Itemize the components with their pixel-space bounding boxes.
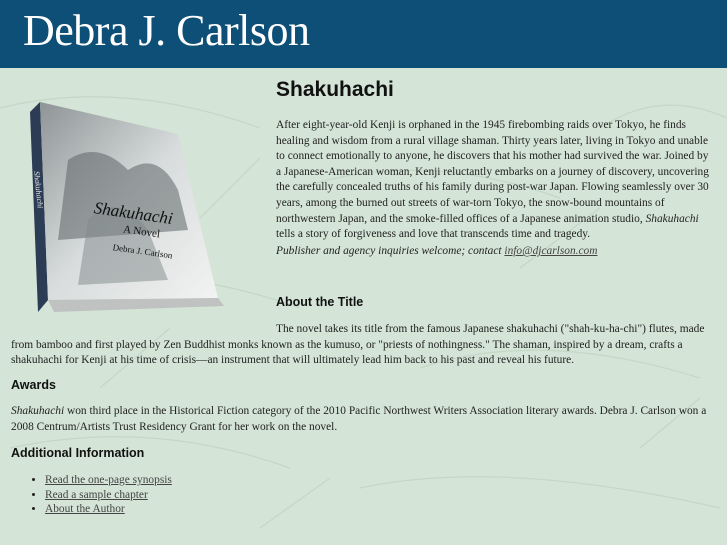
summary-text-end: tells a story of forgiveness and love that transcends time and tragedy. (276, 228, 591, 241)
contact-email-link[interactable]: info@djcarlson.com (504, 245, 598, 257)
list-item (45, 502, 172, 517)
about-title-text: The novel takes its title from the famous Japanese shakuhachi ("shah-ku-ha-chi") flutes, made from bamboo and first played by Zen Buddhist monks known as the kumuso, or "priests of nothingness." The shaman, inspired by a dream, crafts a shakuhachi for Kenji at his time of crisis—an instrument that will ultimately lead him back to his past and reveal his future. (11, 323, 705, 367)
awards-book-title: Shakuhachi (11, 405, 65, 417)
awards-detail: won third place in the Historical Fiction category of the 2010 Pacific Northwest Writers Association literary awards. Debra J. Carlson won a 2008 Centrum/Artists Trust Residency Grant for her work on the novel. (11, 405, 707, 433)
about-title-heading: About the Title (276, 295, 364, 309)
summary-text: After eight-year-old Kenji is orphaned in the 1945 firebombing raids over Tokyo, he finds healing and wisdom from a rural village shaman. Thirty years later, living in Tokyo and unable to connect emotionally to anyone, he discovers that his mother had survived the war. Joined by a Japanese-American woman, Kenji reluctantly embarks on a journey of discovery, uncovering the carefully concealed truths of his family during post-war Japan. Flowing seamlessly over 30 years, among the burned out streets of war-torn Tokyo, the snow-bound mountains of northwestern Japan, and the smoke-filled offices of a Japanese animation studio, (276, 119, 709, 225)
book-summary (276, 118, 716, 243)
site-header (0, 0, 727, 68)
list-item (45, 488, 172, 503)
awards-text (11, 404, 716, 435)
additional-links-list (31, 473, 172, 517)
sample-chapter-link[interactable]: Read a sample chapter (45, 488, 148, 501)
about-author-link[interactable]: About the Author (45, 503, 125, 516)
cover-subtitle: A Novel (122, 223, 161, 241)
cover-title: Shakuhachi (92, 198, 174, 229)
cover-author: Debra J. Carlson (112, 242, 174, 261)
spine-title: Shakuhachi (31, 170, 45, 209)
additional-info-heading: Additional Information (11, 446, 145, 460)
inquiry-text: Publisher and agency inquiries welcome; contact (276, 245, 505, 257)
page-title: Shakuhachi (276, 78, 394, 101)
summary-book-title: Shakuhachi (645, 212, 699, 225)
publisher-inquiry (276, 244, 716, 260)
awards-heading: Awards (11, 378, 56, 392)
book-cover-image (28, 100, 243, 315)
synopsis-link[interactable]: Read the one-page synopsis (45, 474, 172, 486)
list-item (45, 473, 172, 488)
site-title[interactable]: Debra J. Carlson (23, 6, 310, 55)
